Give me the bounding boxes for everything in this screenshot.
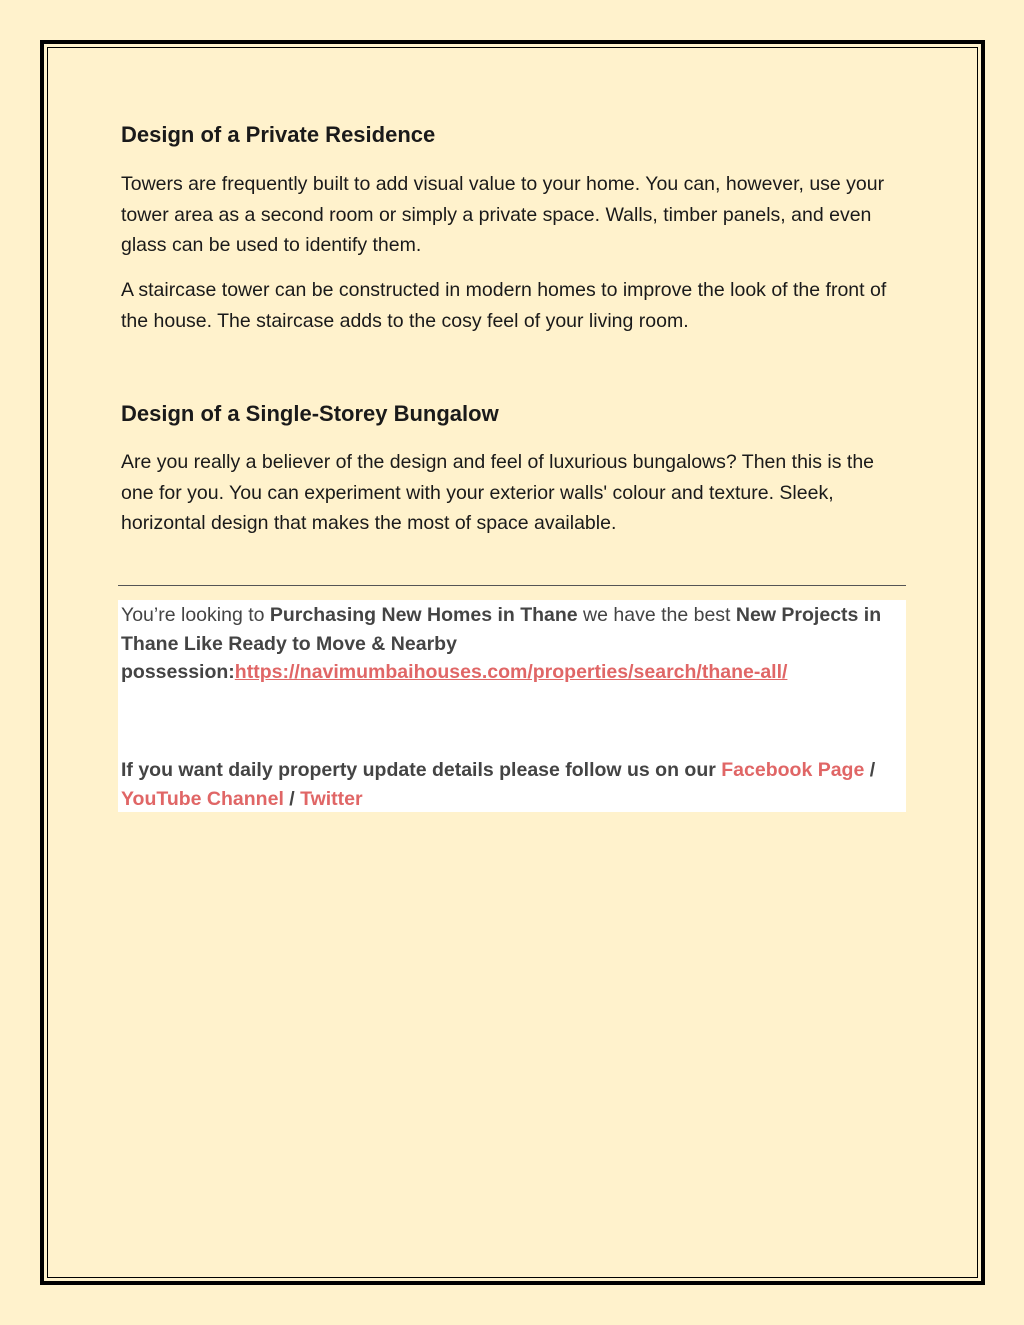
separator-2: / bbox=[283, 787, 301, 810]
paragraph-staircase: A staircase tower can be constructed in modern homes to improve the look of the front of the house. The staircase adds to the cosy feel of your living room. bbox=[121, 279, 887, 332]
cta-projects-text bbox=[121, 601, 891, 687]
cta-follow: If you want daily property update details please follow us on our bbox=[121, 759, 722, 781]
horizontal-divider bbox=[118, 585, 906, 586]
cta-purchasing: Purchasing New Homes in Thane bbox=[269, 604, 578, 626]
facebook-page-link[interactable]: Facebook Page bbox=[721, 759, 865, 781]
separator-1: / bbox=[864, 759, 876, 781]
cta-projects: New Projects in Thane Like Ready to Move & Nearby possession: bbox=[121, 604, 882, 683]
cta-mid: we have the best bbox=[577, 604, 736, 626]
thane-projects-link[interactable]: https://navimumbaihouses.com/properties/search/thane-all/ bbox=[234, 661, 788, 683]
youtube-channel-link[interactable]: YouTube Channel bbox=[121, 787, 284, 810]
cta-box bbox=[118, 600, 906, 812]
cta-follow-text bbox=[121, 756, 891, 813]
paragraph-bungalows: Are you really a believer of the design and feel of luxurious bungalows? Then this is the one for you. You can experiment with your exterior walls' colour and texture. Sleek, horizontal design that makes the most of space available. bbox=[121, 451, 875, 534]
heading-single-storey: Design of a Single-Storey Bungalow bbox=[121, 401, 499, 426]
twitter-link[interactable]: Twitter bbox=[300, 787, 363, 810]
cta-intro: You’re looking to bbox=[121, 604, 270, 626]
heading-private-residence: Design of a Private Residence bbox=[121, 122, 436, 147]
paragraph-towers: Towers are frequently built to add visual value to your home. You can, however, use your tower area as a second room or simply a private space. Walls, timber panels, and even glass can be used to identify them. bbox=[121, 173, 885, 256]
